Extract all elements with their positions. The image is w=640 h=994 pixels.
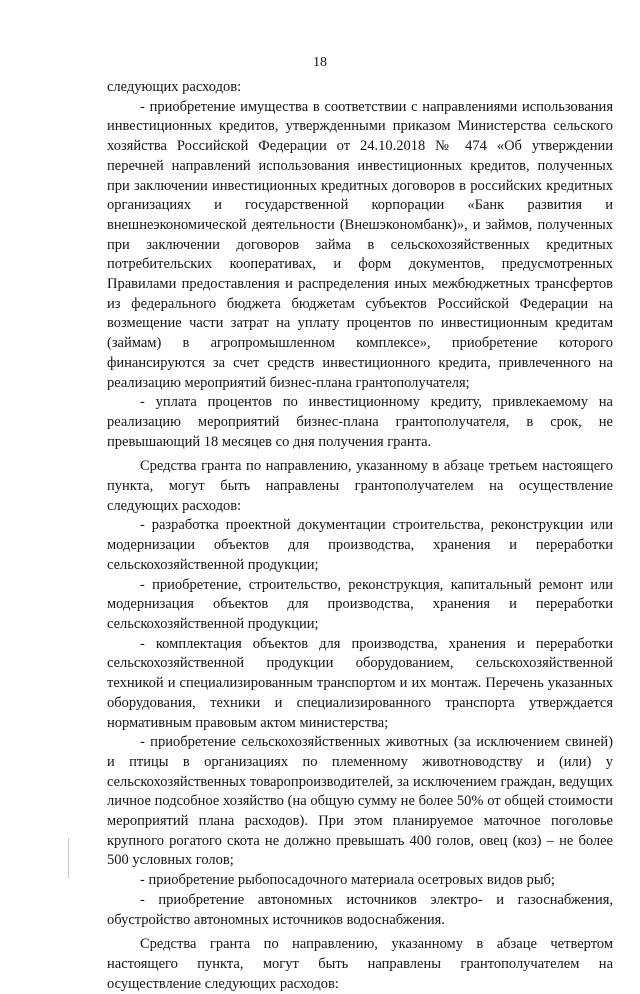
list-item-equipment: - комплектация объектов для производства, хранения и переработки сельскохозяйственной продукции оборудованием, сельскохозяйственной техникой и специализированным транспортом и их монтаж. Перечень указанных оборудования, техники и специализированного транспорта утверждается нормативным правовым актом министерства;	[107, 635, 613, 731]
list-item-livestock: - приобретение сельскохозяйственных животных (за исключением свиней) и птицы в организациях по племенному животноводству и (или) у сельскохозяйственных товаропроизводителей, за исключением граждан, ведущих личное подсобное хозяйство (на общую сумму не более 50% от общей стоимости мероприятий плана расходов). При этом планируемое маточное поголовье крупного рогатого скота не должно превышать 400 голов, овец (коз) – не более 500 условных голов;	[107, 734, 613, 869]
list-item-autonomous-supply: - приобретение автономных источников электро- и газоснабжения, обустройство автономных источников водоснабжения.	[107, 891, 613, 928]
list-item-fish-stock: - приобретение рыбопосадочного материала осетровых видов рыб;	[140, 872, 555, 889]
page-number: 18	[313, 55, 327, 70]
margin-mark	[68, 838, 69, 878]
paragraph-grant-direction-fourth: Средства гранта по направлению, указанному в абзаце четвертом настоящего пункта, могут быть направлены грантополучателем на осуществление следующих расходов:	[107, 936, 613, 992]
list-item-design-documentation: - разработка проектной документации строительства, реконструкции или модернизации объектов для производства, хранения и переработки сельскохозяйственной продукции;	[107, 517, 613, 573]
paragraph-continuation: следующих расходов:	[107, 79, 242, 95]
list-item-interest-payment: - уплата процентов по инвестиционному кредиту, привлекаемому на реализацию мероприятий бизнес-плана грантополучателя, в срок, не превышающий 18 месяцев со дня получения гранта.	[107, 394, 613, 450]
list-item-construction: - приобретение, строительство, реконструкция, капитальный ремонт или модернизация объектов для производства, хранения и переработки сельскохозяйственной продукции;	[107, 576, 613, 632]
list-item-property-acquisition: - приобретение имущества в соответствии с направлениями использования инвестиционных кредитов, утвержденными приказом Министерства сельского хозяйства Российской Федерации от 24.10.2018 № 474 «Об утверждении перечней направлений использования инвестиционных кредитов, полученных при заключении инвестиционных кредитных договоров в российских кредитных организациях и государственной корпорации «Банк развития и внешнеэкономической деятельности (Внешэкономбанк)», и займов, полученных при заключении договоров займа в сельскохозяйственных кредитных потребительских кооперативах, и форм документов, предусмотренных Правилами предоставления и распределения иных межбюджетных трансфертов из федерального бюджета бюджетам субъектов Российской Федерации на возмещение части затрат на уплату процентов по инвестиционным кредитам (займам) в агропромышленном комплексе», приобретение которого финансируются за счет средств инвестиционного кредита, привлеченного на реализацию мероприятий бизнес-плана грантополучателя;	[107, 98, 613, 391]
paragraph-grant-direction-third: Средства гранта по направлению, указанному в абзаце третьем настоящего пункта, могут быть направлены грантополучателем на осуществление следующих расходов:	[107, 458, 613, 514]
document-body	[107, 78, 613, 994]
